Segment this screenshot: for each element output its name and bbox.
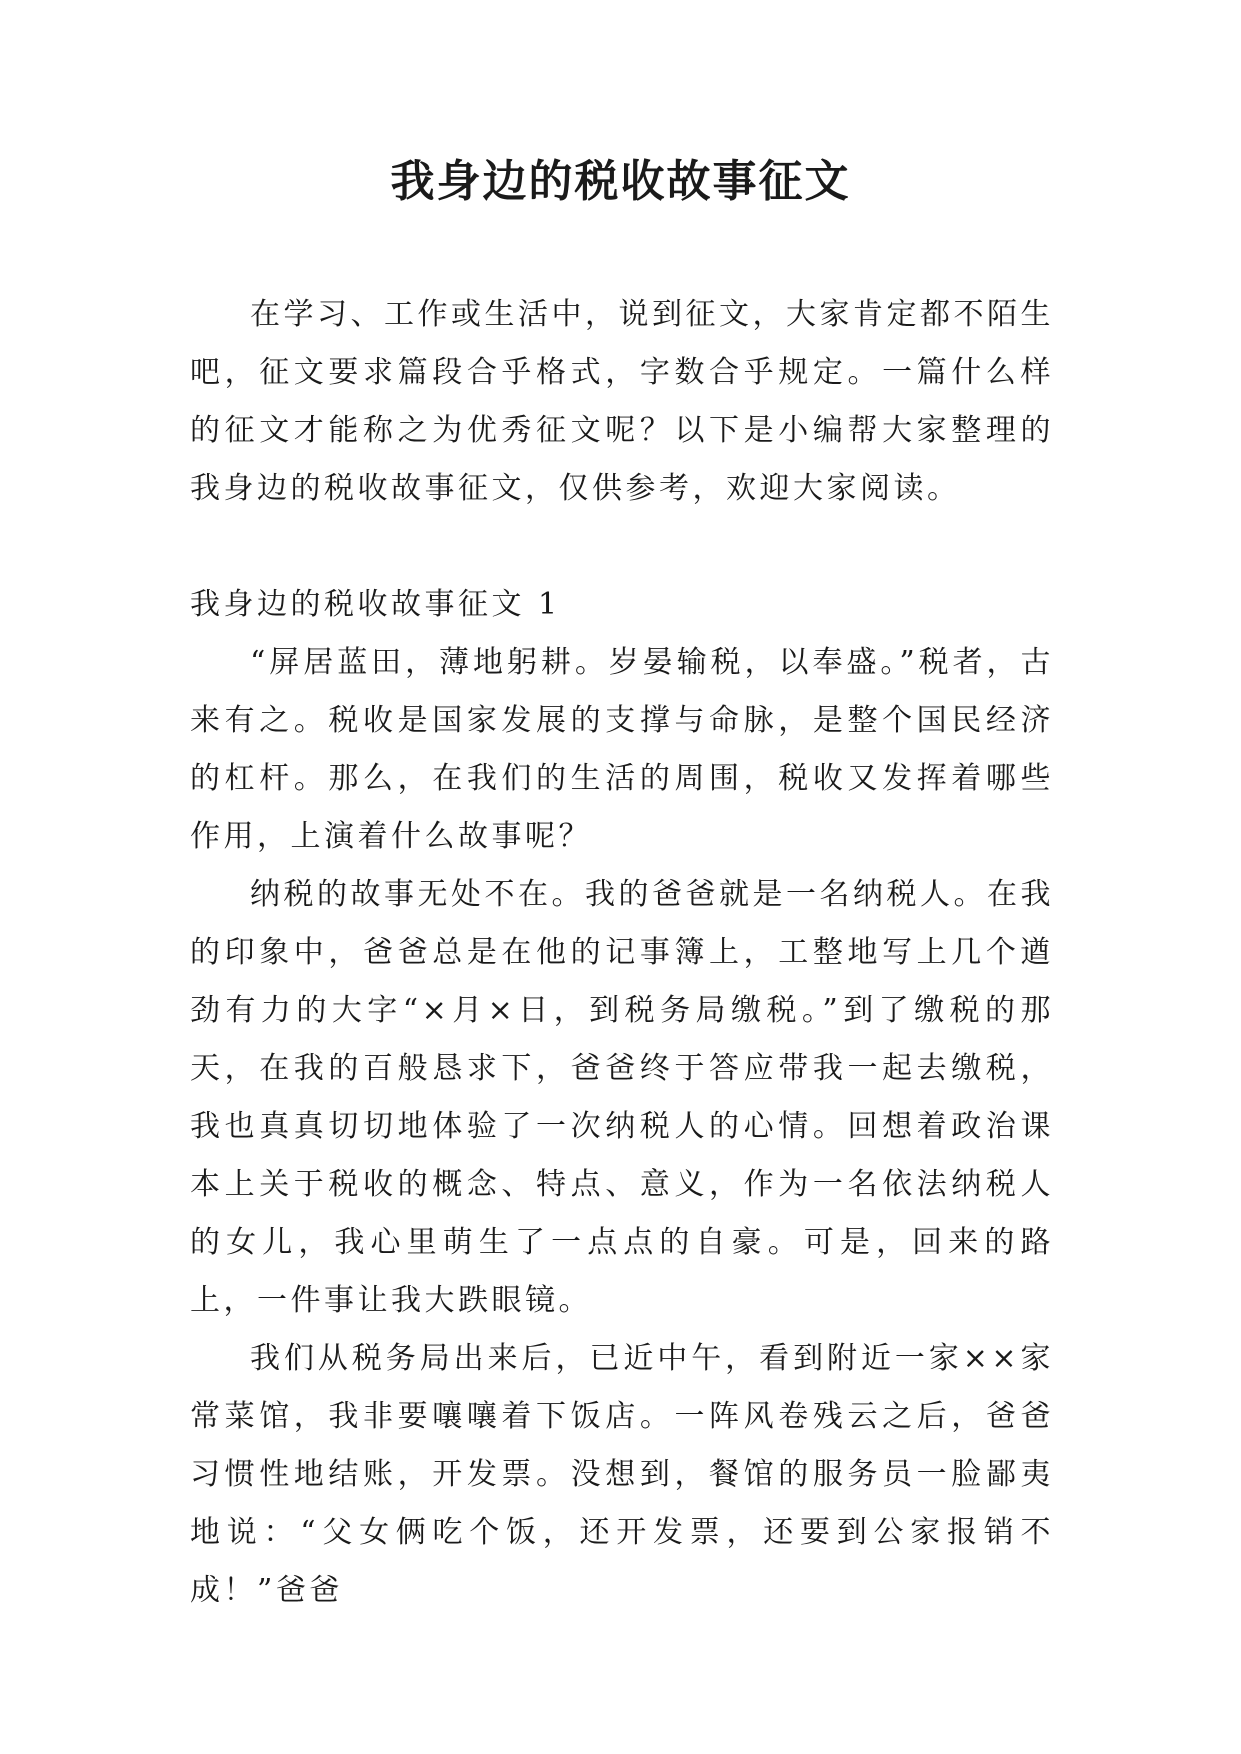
section-heading: 我身边的税收故事征文 1 [190, 587, 561, 622]
body-paragraph-1: “屏居蓝田，薄地躬耕。岁晏输税，以奉盛。”税者，古来有之。税收是国家发展的支撑与命脉，是整个国民经济的杠杆。那么，在我们的生活的周围，税收又发挥着哪些作用，上演着什么故事呢？ [190, 645, 1054, 854]
intro-paragraph: 在学习、工作或生活中，说到征文，大家肯定都不陌生吧，征文要求篇段合乎格式，字数合乎规定。一篇什么样的征文才能称之为优秀征文呢？以下是小编帮大家整理的我身边的税收故事征文，仅供参考，欢迎大家阅读。 [190, 297, 1054, 506]
document-title: 我身边的税收故事征文 [390, 156, 851, 207]
body-paragraph-2: 纳税的故事无处不在。我的爸爸就是一名纳税人。在我的印象中，爸爸总是在他的记事簿上，工整地写上几个遒劲有力的大字“×月×日，到税务局缴税。”到了缴税的那天，在我的百般恳求下，爸爸终于答应带我一起去缴税，我也真真切切地体验了一次纳税人的心情。回想着政治课本上关于税收的概念、特点、意义，作为一名依法纳税人的女儿，我心里萌生了一点点的自豪。可是，回来的路上，一件事让我大跌眼镜。 [190, 877, 1054, 1318]
body-paragraph-3: 我们从税务局出来后，已近中午，看到附近一家××家常菜馆，我非要嚷嚷着下饭店。一阵风卷残云之后，爸爸习惯性地结账，开发票。没想到，餐馆的服务员一脸鄙夷地说：“父女俩吃个饭，还开发票，还要到公家报销不成！”爸爸 [190, 1341, 1054, 1608]
document-body [190, 286, 1054, 1620]
